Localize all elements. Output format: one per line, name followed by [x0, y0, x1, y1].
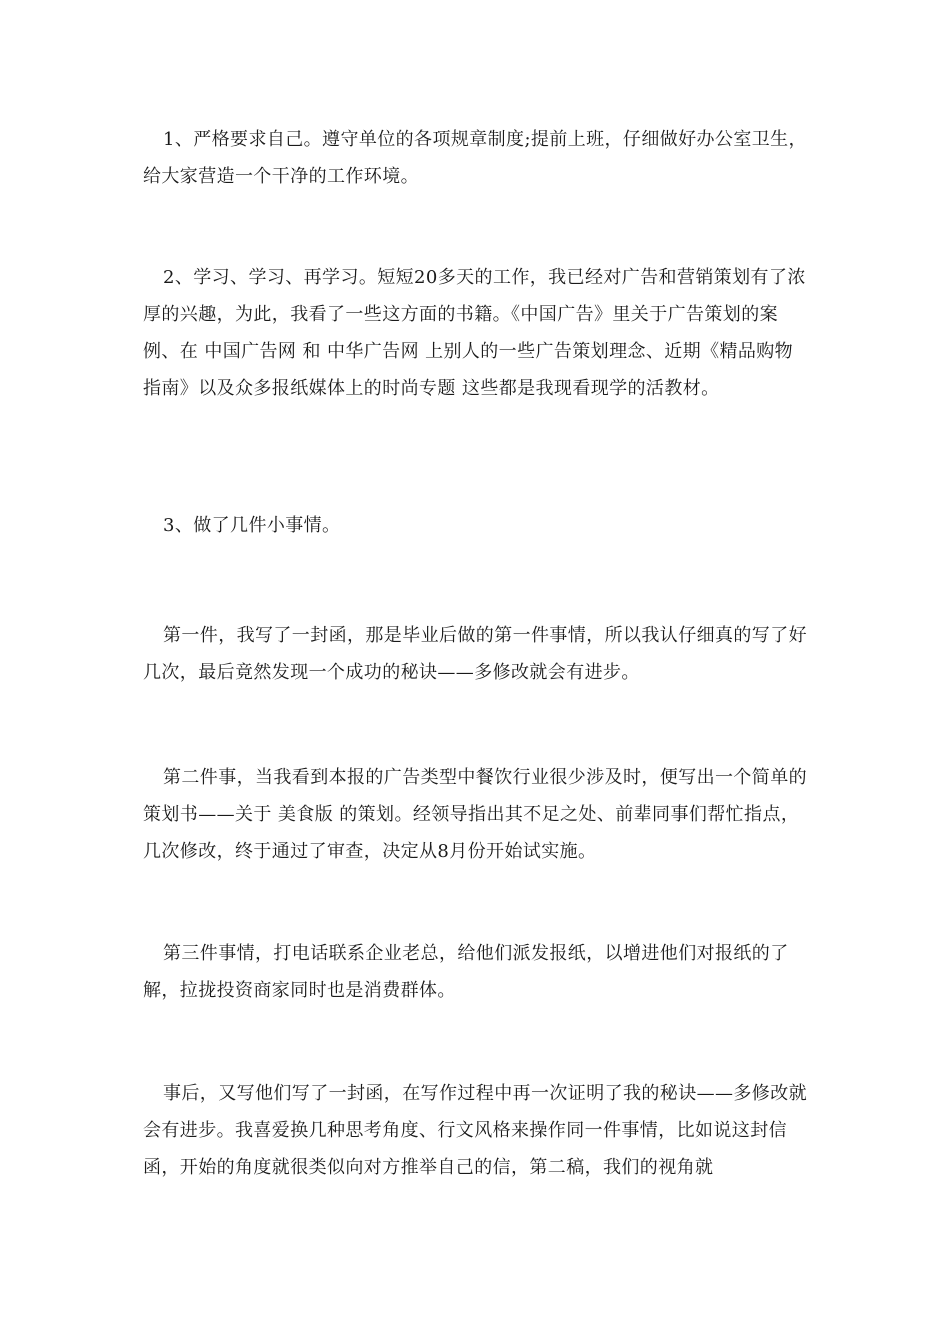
paragraph-1: 1、严格要求自己。遵守单位的各项规章制度;提前上班，仔细做好办公室卫生，给大家营造一个干净的工作环境。	[143, 129, 807, 187]
paragraph-4: 第一件，我写了一封函，那是毕业后做的第一件事情，所以我认仔细真的写了好几次，最后竟然发现一个成功的秘诀——多修改就会有进步。	[143, 625, 807, 683]
paragraph-2: 2、学习、学习、再学习。短短20多天的工作，我已经对广告和营销策划有了浓厚的兴趣，为此，我看了一些这方面的书籍。《中国广告》里关于广告策划的案例、在 中国广告网 和 中华广告网 上别人的一些广告策划理念、近期《精品购物指南》以及众多报纸媒体上的时尚专题 这些都是我现看现学的活教材。	[143, 267, 806, 399]
paragraph-7: 事后，又写他们写了一封函，在写作过程中再一次证明了我的秘诀——多修改就会有进步。我喜爱换几种思考角度、行文风格来操作同一件事情，比如说这封信函，开始的角度就很类似向对方推举自己的信，第二稿，我们的视角就	[143, 1083, 807, 1178]
paragraph-5: 第二件事，当我看到本报的广告类型中餐饮行业很少涉及时，便写出一个简单的策划书——关于 美食版 的策划。经领导指出其不足之处、前辈同事们帮忙指点，几次修改，终于通过了审查，决定从8月份开始试实施。	[143, 767, 807, 862]
paragraph-3: 3、做了几件小事情。	[163, 515, 341, 536]
paragraph-6: 第三件事情，打电话联系企业老总，给他们派发报纸，以增进他们对报纸的了解，拉拢投资商家同时也是消费群体。	[143, 943, 789, 1001]
